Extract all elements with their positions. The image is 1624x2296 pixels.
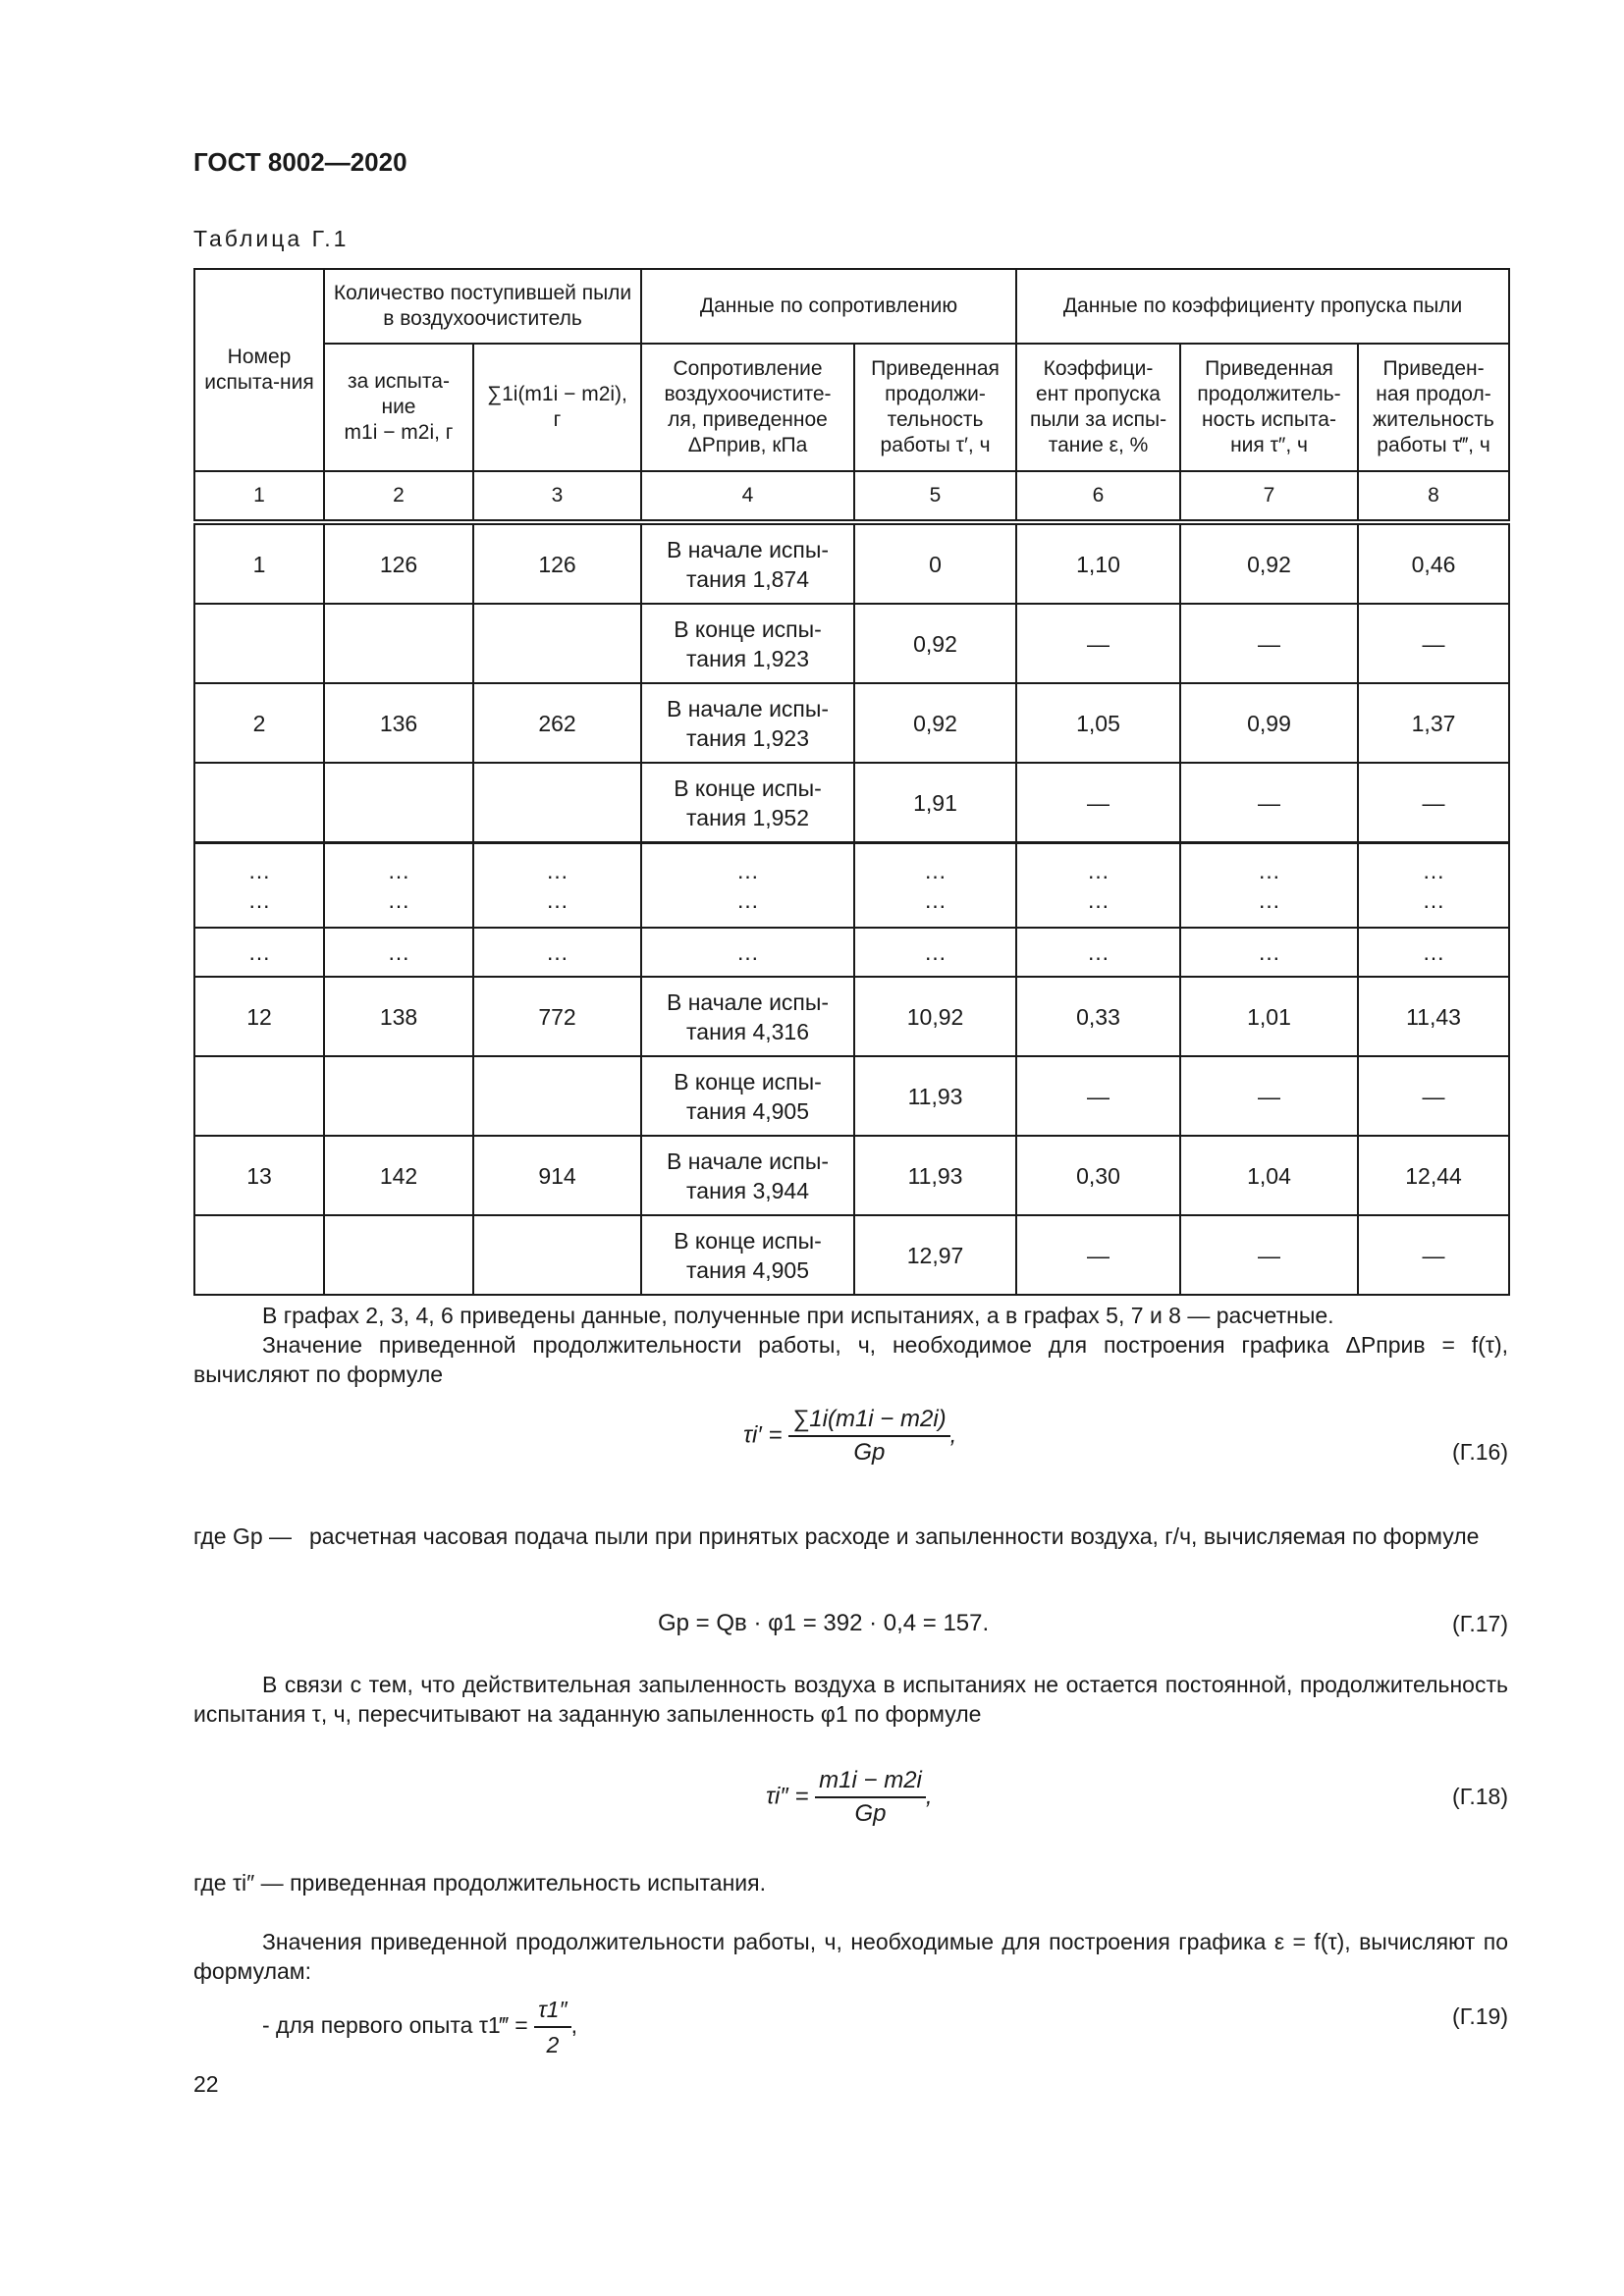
- cell-line: тания 1,952: [686, 804, 810, 830]
- formula-denominator: 2: [546, 2032, 560, 2057]
- cell-passage-coefficient: 1,05: [1016, 683, 1180, 763]
- cell-reduced-test-duration: —: [1180, 763, 1358, 843]
- cell-dust-cumulative: [473, 763, 641, 843]
- table-row: [194, 1056, 1509, 1136]
- ellipsis: …: [546, 887, 568, 913]
- ellipsis: …: [1087, 887, 1110, 913]
- cell-reduced-duration: 0,92: [854, 604, 1016, 683]
- header-line: тельность: [887, 408, 984, 431]
- cell-reduced-test-duration: 0,92: [1180, 522, 1358, 604]
- formula-end: ,: [925, 1783, 933, 1810]
- cell-test-number: [194, 1056, 324, 1136]
- cell-ellipsis: …: [473, 928, 641, 977]
- cell-reduced-test-duration: 1,01: [1180, 977, 1358, 1056]
- cell-test-number: 2: [194, 683, 324, 763]
- ellipsis: …: [736, 858, 760, 883]
- header-line: Сопротивление: [673, 357, 823, 380]
- cell-reduced-test-duration: —: [1180, 1056, 1358, 1136]
- cell-passage-coefficient: —: [1016, 1215, 1180, 1295]
- column-number: 5: [854, 471, 1016, 522]
- header-line: ная продол-: [1376, 383, 1491, 405]
- header-line: за испыта-: [348, 370, 450, 393]
- header-reduced-work-duration: [1358, 344, 1509, 471]
- cell-reduced-work-duration: 0,46: [1358, 522, 1509, 604]
- where-tau: где τi″ — приведенная продолжительность испытания.: [193, 1870, 766, 1896]
- table-row-ellipsis: [194, 843, 1509, 929]
- cell-ellipsis: [1016, 843, 1180, 929]
- cell-ellipsis: …: [1180, 928, 1358, 977]
- header-line: ля, приведенное: [668, 408, 828, 431]
- cell-resistance: [641, 522, 854, 604]
- test-results-table: [193, 268, 1510, 1296]
- formula-fraction: [815, 1767, 926, 1828]
- cell-reduced-duration: 11,93: [854, 1136, 1016, 1215]
- cell-resistance: [641, 1136, 854, 1215]
- cell-reduced-work-duration: —: [1358, 604, 1509, 683]
- ellipsis: …: [546, 858, 568, 883]
- cell-dust-cumulative: [473, 604, 641, 683]
- header-line: Приведенная: [1205, 357, 1333, 380]
- document-header: ГОСТ 8002—2020: [193, 147, 407, 177]
- header-line: работы τ′, ч: [880, 434, 991, 456]
- cell-test-number: 12: [194, 977, 324, 1056]
- column-number: 8: [1358, 471, 1509, 522]
- cell-passage-coefficient: —: [1016, 604, 1180, 683]
- header-line: Приведенная: [871, 357, 1000, 380]
- table-row: [194, 1136, 1509, 1215]
- cell-passage-coefficient: 0,30: [1016, 1136, 1180, 1215]
- cell-dust-cumulative: 126: [473, 522, 641, 604]
- formula-numerator: ∑1i(m1i − m2i): [788, 1406, 949, 1437]
- column-number: 1: [194, 471, 324, 522]
- cell-dust-per-test: 126: [324, 522, 473, 604]
- cell-passage-coefficient: 1,10: [1016, 522, 1180, 604]
- cell-line: В конце испы-: [674, 615, 822, 642]
- column-number: 7: [1180, 471, 1358, 522]
- formula-lhs: τi′ =: [743, 1421, 783, 1449]
- formula-lhs: τi″ =: [766, 1783, 809, 1810]
- cell-line: В начале испы-: [666, 988, 830, 1015]
- table-row-ellipsis: [194, 928, 1509, 977]
- ellipsis: …: [924, 858, 947, 883]
- ellipsis: …: [1422, 858, 1445, 883]
- formula-end: ,: [570, 2012, 577, 2039]
- header-line: ент пропуска: [1036, 383, 1161, 405]
- cell-line: В конце испы-: [674, 1068, 822, 1095]
- paragraph-values: Значения приведенной продолжительности работы, ч, необходимые для построения графика ε = f(τ), вычисляют по формулам:: [193, 1929, 1508, 1984]
- column-number: 4: [641, 471, 854, 522]
- formula-fraction: [534, 1995, 571, 2059]
- formula-end: ,: [949, 1421, 957, 1449]
- cell-line: тания 4,905: [686, 1256, 810, 1283]
- ellipsis: …: [387, 858, 410, 883]
- column-number: 3: [473, 471, 641, 522]
- header-line: г: [553, 408, 562, 431]
- cell-ellipsis: …: [324, 928, 473, 977]
- cell-dust-cumulative: [473, 1215, 641, 1295]
- formula-numerator: τ1″: [534, 1995, 571, 2028]
- formula-g19: [193, 1995, 1508, 2059]
- cell-line: В начале испы-: [666, 536, 830, 562]
- cell-line: В конце испы-: [674, 774, 822, 801]
- cell-reduced-duration: 0,92: [854, 683, 1016, 763]
- table-row: [194, 604, 1509, 683]
- cell-passage-coefficient: 0,33: [1016, 977, 1180, 1056]
- header-reduced-test-duration: [1180, 344, 1358, 471]
- table-row: [194, 763, 1509, 843]
- cell-reduced-work-duration: 12,44: [1358, 1136, 1509, 1215]
- cell-test-number: 1: [194, 522, 324, 604]
- equation-number: (Г.19): [1452, 2003, 1508, 2029]
- formula-g16: [743, 1406, 956, 1467]
- header-passage-coefficient: [1016, 344, 1180, 471]
- ellipsis: …: [247, 887, 271, 913]
- cell-dust-cumulative: 914: [473, 1136, 641, 1215]
- cell-ellipsis: [641, 843, 854, 929]
- equation-number: (Г.18): [1452, 1784, 1508, 1809]
- cell-test-number: [194, 763, 324, 843]
- paragraph-columns-note: В графах 2, 3, 4, 6 приведены данные, полученные при испытаниях, а в графах 5, 7 и 8 — расчетные.: [262, 1303, 1334, 1328]
- ellipsis: …: [387, 887, 410, 913]
- cell-resistance: [641, 763, 854, 843]
- ellipsis: …: [1258, 858, 1281, 883]
- header-line: тание ε, %: [1048, 434, 1149, 456]
- cell-reduced-duration: 11,93: [854, 1056, 1016, 1136]
- cell-line: тания 1,923: [686, 724, 810, 751]
- header-line: ния τ″, ч: [1230, 434, 1308, 456]
- cell-reduced-test-duration: 1,04: [1180, 1136, 1358, 1215]
- header-per-test: [324, 344, 473, 471]
- cell-line: В начале испы-: [666, 695, 830, 721]
- ellipsis: …: [1258, 887, 1281, 913]
- equation-number: (Г.16): [1452, 1439, 1508, 1465]
- cell-line: тания 4,905: [686, 1097, 810, 1124]
- cell-reduced-work-duration: —: [1358, 1056, 1509, 1136]
- cell-ellipsis: [854, 843, 1016, 929]
- equation-number: (Г.17): [1452, 1611, 1508, 1636]
- cell-reduced-test-duration: —: [1180, 604, 1358, 683]
- header-line: ΔPприв, кПа: [687, 434, 808, 456]
- table-row: [194, 1215, 1509, 1295]
- page-number: 22: [193, 2071, 219, 2097]
- cell-dust-per-test: 142: [324, 1136, 473, 1215]
- formula-fraction: [788, 1406, 949, 1467]
- ellipsis: …: [247, 858, 271, 883]
- cell-ellipsis: …: [1016, 928, 1180, 977]
- cell-resistance: [641, 977, 854, 1056]
- cell-dust-per-test: [324, 1056, 473, 1136]
- cell-dust-per-test: [324, 763, 473, 843]
- table-row: [194, 683, 1509, 763]
- cell-passage-coefficient: —: [1016, 763, 1180, 843]
- where-gp: [193, 1522, 1508, 1551]
- header-test-number: Номер испыта-ния: [194, 269, 324, 471]
- formula-denominator: Gp: [854, 1800, 887, 1827]
- cell-ellipsis: [194, 843, 324, 929]
- cell-reduced-duration: 0: [854, 522, 1016, 604]
- header-dust-amount: Количество поступившей пыли в воздухоочиститель: [324, 269, 641, 344]
- header-cumulative: [473, 344, 641, 471]
- header-line: m1i − m2i, г: [344, 421, 454, 444]
- cell-test-number: [194, 604, 324, 683]
- cell-reduced-test-duration: 0,99: [1180, 683, 1358, 763]
- cell-reduced-duration: 10,92: [854, 977, 1016, 1056]
- cell-line: В начале испы-: [666, 1148, 830, 1174]
- where-text: расчетная часовая подача пыли при принятых расходе и запыленности воздуха, г/ч, вычисляемая по формуле: [309, 1523, 1480, 1549]
- cell-dust-per-test: [324, 604, 473, 683]
- header-resistance-data: Данные по сопротивлению: [641, 269, 1016, 344]
- cell-reduced-work-duration: 11,43: [1358, 977, 1509, 1056]
- cell-line: В конце испы-: [674, 1227, 822, 1254]
- cell-ellipsis: [473, 843, 641, 929]
- cell-dust-per-test: [324, 1215, 473, 1295]
- table-subheader-row: [194, 344, 1509, 471]
- formula-lead: - для первого опыта τ1‴ =: [262, 2012, 528, 2039]
- cell-dust-per-test: 138: [324, 977, 473, 1056]
- cell-passage-coefficient: —: [1016, 1056, 1180, 1136]
- cell-resistance: [641, 1056, 854, 1136]
- header-line: Коэффици-: [1043, 357, 1154, 380]
- cell-resistance: [641, 683, 854, 763]
- cell-ellipsis: [1180, 843, 1358, 929]
- cell-reduced-duration: 12,97: [854, 1215, 1016, 1295]
- column-number: 6: [1016, 471, 1180, 522]
- header-line: воздухоочистите-: [664, 383, 832, 405]
- cell-test-number: [194, 1215, 324, 1295]
- cell-line: тания 1,923: [686, 645, 810, 671]
- cell-ellipsis: …: [1358, 928, 1509, 977]
- cell-dust-per-test: 136: [324, 683, 473, 763]
- cell-line: тания 3,944: [686, 1177, 810, 1203]
- ellipsis: …: [924, 887, 947, 913]
- cell-line: тания 4,316: [686, 1018, 810, 1044]
- cell-resistance: [641, 1215, 854, 1295]
- header-line: ние: [381, 396, 416, 418]
- cell-reduced-work-duration: 1,37: [1358, 683, 1509, 763]
- cell-line: тания 1,874: [686, 565, 810, 592]
- formula-denominator: Gp: [853, 1439, 886, 1466]
- cell-ellipsis: …: [854, 928, 1016, 977]
- ellipsis: …: [1087, 858, 1110, 883]
- table-row: [194, 977, 1509, 1056]
- header-line: пыли за испы-: [1029, 408, 1167, 431]
- ellipsis: …: [1422, 887, 1445, 913]
- header-line: ность испыта-: [1202, 408, 1336, 431]
- column-number: 2: [324, 471, 473, 522]
- header-line: продолжи-: [885, 383, 986, 405]
- cell-ellipsis: …: [641, 928, 854, 977]
- header-line: ∑1i(m1i − m2i),: [487, 383, 627, 405]
- cell-reduced-test-duration: —: [1180, 1215, 1358, 1295]
- column-numbers-row: [194, 471, 1509, 522]
- formula-g17: Gр = Qв · φ1 = 392 · 0,4 = 157.: [658, 1610, 990, 1636]
- cell-ellipsis: [1358, 843, 1509, 929]
- cell-test-number: 13: [194, 1136, 324, 1215]
- where-lead: где Gр —: [193, 1523, 293, 1549]
- cell-ellipsis: [324, 843, 473, 929]
- table-caption: Таблица Г.1: [193, 226, 350, 251]
- cell-dust-cumulative: 772: [473, 977, 641, 1056]
- cell-dust-cumulative: 262: [473, 683, 641, 763]
- header-line: Приведен-: [1382, 357, 1485, 380]
- formula-g18: [766, 1767, 933, 1828]
- cell-reduced-duration: 1,91: [854, 763, 1016, 843]
- cell-dust-cumulative: [473, 1056, 641, 1136]
- table-row: [194, 522, 1509, 604]
- formula-numerator: m1i − m2i: [815, 1767, 926, 1798]
- header-passage-data: Данные по коэффициенту пропуска пыли: [1016, 269, 1509, 344]
- header-reduced-duration: [854, 344, 1016, 471]
- cell-reduced-work-duration: —: [1358, 763, 1509, 843]
- header-line: жительность: [1373, 408, 1494, 431]
- cell-reduced-work-duration: —: [1358, 1215, 1509, 1295]
- header-line: работы τ‴, ч: [1377, 434, 1490, 456]
- cell-resistance: [641, 604, 854, 683]
- paragraph-recalc: В связи с тем, что действительная запыленность воздуха в испытаниях не остается постоянной, продолжительность испытания τ, ч, пересчитывают на заданную запыленность φ1 по формуле: [193, 1672, 1508, 1727]
- paragraph-formula-intro: Значение приведенной продолжительности работы, ч, необходимое для построения графика ΔPприв = f(τ), вычисляют по формуле: [193, 1332, 1508, 1387]
- header-resistance: [641, 344, 854, 471]
- cell-ellipsis: …: [194, 928, 324, 977]
- ellipsis: …: [736, 887, 760, 913]
- table-header-row: [194, 269, 1509, 344]
- header-line: продолжитель-: [1197, 383, 1341, 405]
